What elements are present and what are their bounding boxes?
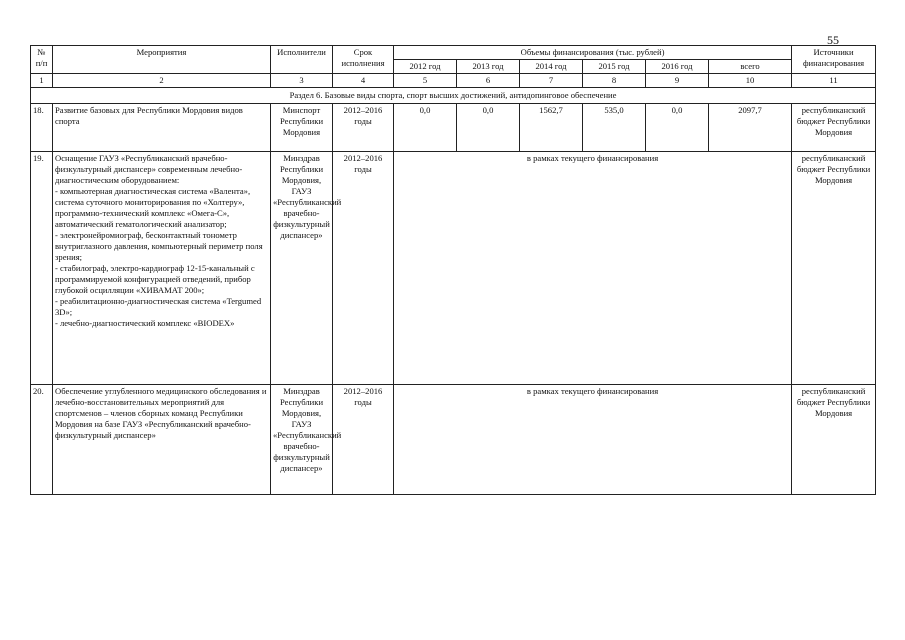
- row-value-2014: 1562,7: [520, 104, 583, 152]
- row-term: 2012–2016 годы: [333, 385, 394, 495]
- col-number: 5: [394, 74, 457, 88]
- header-volume: Объемы финансирования (тыс. рублей): [394, 46, 792, 60]
- row-executors: Минздрав Республики Мордовия, ГАУЗ «Республиканский врачебно-физкультурный диспансер»: [271, 385, 333, 495]
- col-number: 2: [53, 74, 271, 88]
- row-value-total: 2097,7: [709, 104, 792, 152]
- header-term: Срок исполнения: [333, 46, 394, 74]
- row-source: республиканский бюджет Республики Мордовия: [792, 104, 876, 152]
- col-number: 9: [646, 74, 709, 88]
- header-executors: Исполнители: [271, 46, 333, 74]
- page-number: 55: [827, 33, 839, 47]
- row-num: 20.: [31, 385, 53, 495]
- header-year-2014: 2014 год: [520, 60, 583, 74]
- row-num: 19.: [31, 152, 53, 385]
- row-num: 18.: [31, 104, 53, 152]
- header-year-2012: 2012 год: [394, 60, 457, 74]
- col-number: 11: [792, 74, 876, 88]
- col-number: 4: [333, 74, 394, 88]
- header-total: всего: [709, 60, 792, 74]
- row-value-2012: 0,0: [394, 104, 457, 152]
- header-year-2016: 2016 год: [646, 60, 709, 74]
- row-activity: Обеспечение углубленного медицинского обследования и лечебно-восстановительных мероприятий для спортсменов – членов сборных команд Республики Мордовия на базе ГАУЗ «Республиканский врачебно-физкультурный диспансер»: [53, 385, 271, 495]
- row-financing-note: в рамках текущего финансирования: [394, 385, 792, 495]
- table-row: [31, 104, 876, 152]
- header-sources: Источники финансирования: [792, 46, 876, 74]
- row-source: республиканский бюджет Республики Мордовия: [792, 152, 876, 385]
- row-value-2016: 0,0: [646, 104, 709, 152]
- row-value-2013: 0,0: [457, 104, 520, 152]
- column-numbers-row: [31, 74, 876, 88]
- header-activity: Мероприятия: [53, 46, 271, 74]
- col-number: 10: [709, 74, 792, 88]
- table-row: [31, 152, 876, 385]
- row-executors: Минспорт Республики Мордовия: [271, 104, 333, 152]
- row-activity: Оснащение ГАУЗ «Республиканский врачебно-физкультурный диспансер» современным лечебно-диагностическим оборудованием: - компьютерная диагностическая система «Валента», система суточного мониторирования по «Холтеру», программно-технический комплекс «Омега-С», автоматический гематологический анализатор; - электронейромиограф, бесконтактный тонометр внутриглазного давления, компьютерный периметр поля зрения; - стабилограф, электро-кардиограф 12-15-канальный с программируемой конфигурацией отведений, прибор глубокой осцилляции «ХИВАМАТ 200»; - реабилитационно-диагностическая система «Tergumed 3D»; - лечебно-диагностический комплекс «BIODEX»: [53, 152, 271, 385]
- row-financing-note: в рамках текущего финансирования: [394, 152, 792, 385]
- header-year-2015: 2015 год: [583, 60, 646, 74]
- col-number: 7: [520, 74, 583, 88]
- header-num: № п/п: [31, 46, 53, 74]
- col-number: 8: [583, 74, 646, 88]
- section-row: [31, 88, 876, 104]
- col-number: 6: [457, 74, 520, 88]
- section-title: Раздел 6. Базовые виды спорта, спорт высших достижений, антидопинговое обеспечение: [31, 88, 876, 104]
- row-executors: Минздрав Республики Мордовия, ГАУЗ «Республиканский врачебно-физкультурный диспансер»: [271, 152, 333, 385]
- row-value-2015: 535,0: [583, 104, 646, 152]
- header-year-2013: 2013 год: [457, 60, 520, 74]
- row-source: республиканский бюджет Республики Мордовия: [792, 385, 876, 495]
- header-row: [31, 46, 876, 60]
- row-term: 2012–2016 годы: [333, 104, 394, 152]
- row-activity: Развитие базовых для Республики Мордовия видов спорта: [53, 104, 271, 152]
- row-term: 2012–2016 годы: [333, 152, 394, 385]
- col-number: 3: [271, 74, 333, 88]
- table-row: [31, 385, 876, 495]
- financing-table: [30, 45, 876, 495]
- col-number: 1: [31, 74, 53, 88]
